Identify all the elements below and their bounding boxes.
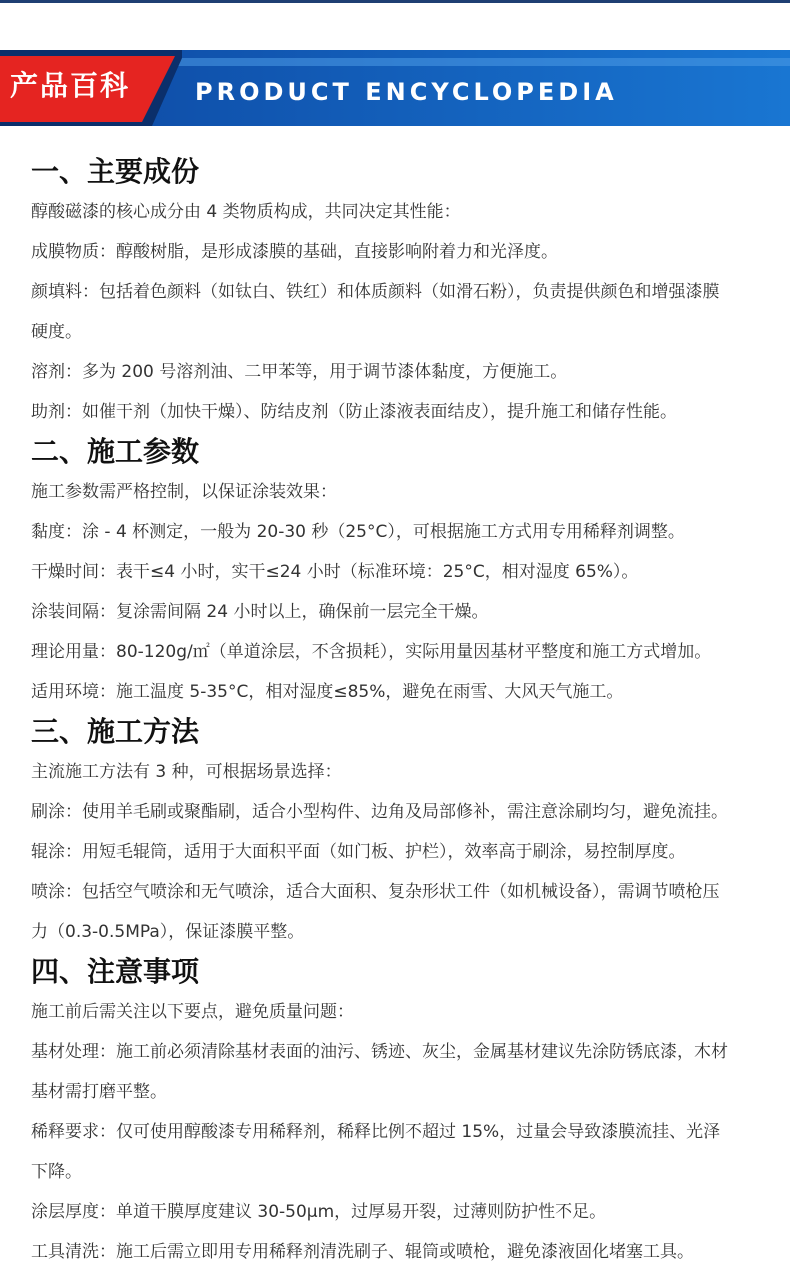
section-heading: 二、施工参数	[31, 435, 200, 468]
paragraph: 辊涂：用短毛辊筒，适用于大面积平面（如门板、护栏），效率高于刷涂，易控制厚度。	[31, 842, 686, 862]
paragraph: 干燥时间：表干≤4 小时，实干≤24 小时（标准环境：25°C，相对湿度 65%）。	[31, 562, 639, 582]
paragraph: 颜填料：包括着色颜料（如钛白、铁红）和体质颜料（如滑石粉），负责提供颜色和增强漆膜 硬度。	[31, 282, 720, 342]
section-heading: 四、注意事项	[31, 955, 200, 988]
section-heading: 三、施工方法	[31, 715, 200, 748]
banner-light-stripe	[168, 58, 790, 66]
paragraph: 稀释要求：仅可使用醇酸漆专用稀释剂，稀释比例不超过 15%，过量会导致漆膜流挂、光泽 下降。	[31, 1122, 721, 1182]
banner-english-title: PRODUCT ENCYCLOPEDIA	[195, 78, 618, 106]
top-rule	[0, 0, 790, 3]
section-construction-parameters	[31, 432, 776, 712]
paragraph: 溶剂：多为 200 号溶剂油、二甲苯等，用于调节漆体黏度，方便施工。	[31, 362, 568, 382]
article-body	[31, 152, 776, 1272]
section-construction-methods	[31, 712, 776, 952]
paragraph: 助剂：如催干剂（加快干燥）、防结皮剂（防止漆液表面结皮），提升施工和储存性能。	[31, 402, 677, 422]
product-encyclopedia-banner	[0, 50, 790, 126]
paragraph: 施工参数需严格控制，以保证涂装效果：	[31, 482, 337, 502]
banner-chinese-title: 产品百科	[10, 69, 131, 102]
paragraph: 黏度：涂 - 4 杯测定，一般为 20-30 秒（25°C），可根据施工方式用专用稀释剂调整。	[31, 522, 685, 542]
paragraph: 理论用量：80-120g/㎡（单道涂层，不含损耗），实际用量因基材平整度和施工方式增加。	[31, 642, 712, 662]
section-heading: 一、主要成份	[31, 155, 200, 188]
paragraph: 工具清洗：施工后需立即用专用稀释剂清洗刷子、辊筒或喷枪，避免漆液固化堵塞工具。	[31, 1242, 694, 1262]
paragraph: 成膜物质：醇酸树脂，是形成漆膜的基础，直接影响附着力和光泽度。	[31, 242, 558, 262]
paragraph: 涂装间隔：复涂需间隔 24 小时以上，确保前一层完全干燥。	[31, 602, 489, 622]
paragraph: 主流施工方法有 3 种，可根据场景选择：	[31, 762, 342, 782]
section-precautions	[31, 952, 776, 1272]
paragraph: 适用环境：施工温度 5-35°C，相对湿度≤85%，避免在雨雪、大风天气施工。	[31, 682, 624, 702]
paragraph: 基材处理：施工前必须清除基材表面的油污、锈迹、灰尘，金属基材建议先涂防锈底漆，木材 基材需打磨平整。	[31, 1042, 728, 1102]
paragraph: 施工前后需关注以下要点，避免质量问题：	[31, 1002, 354, 1022]
paragraph: 涂层厚度：单道干膜厚度建议 30-50μm，过厚易开裂，过薄则防护性不足。	[31, 1202, 607, 1222]
paragraph: 刷涂：使用羊毛刷或聚酯刷，适合小型构件、边角及局部修补，需注意涂刷均匀，避免流挂。	[31, 802, 728, 822]
paragraph: 醇酸磁漆的核心成分由 4 类物质构成，共同决定其性能：	[31, 202, 461, 222]
paragraph: 喷涂：包括空气喷涂和无气喷涂，适合大面积、复杂形状工件（如机械设备），需调节喷枪压 力（0.3-0.5MPa），保证漆膜平整。	[31, 882, 720, 942]
section-main-ingredients	[31, 152, 776, 432]
